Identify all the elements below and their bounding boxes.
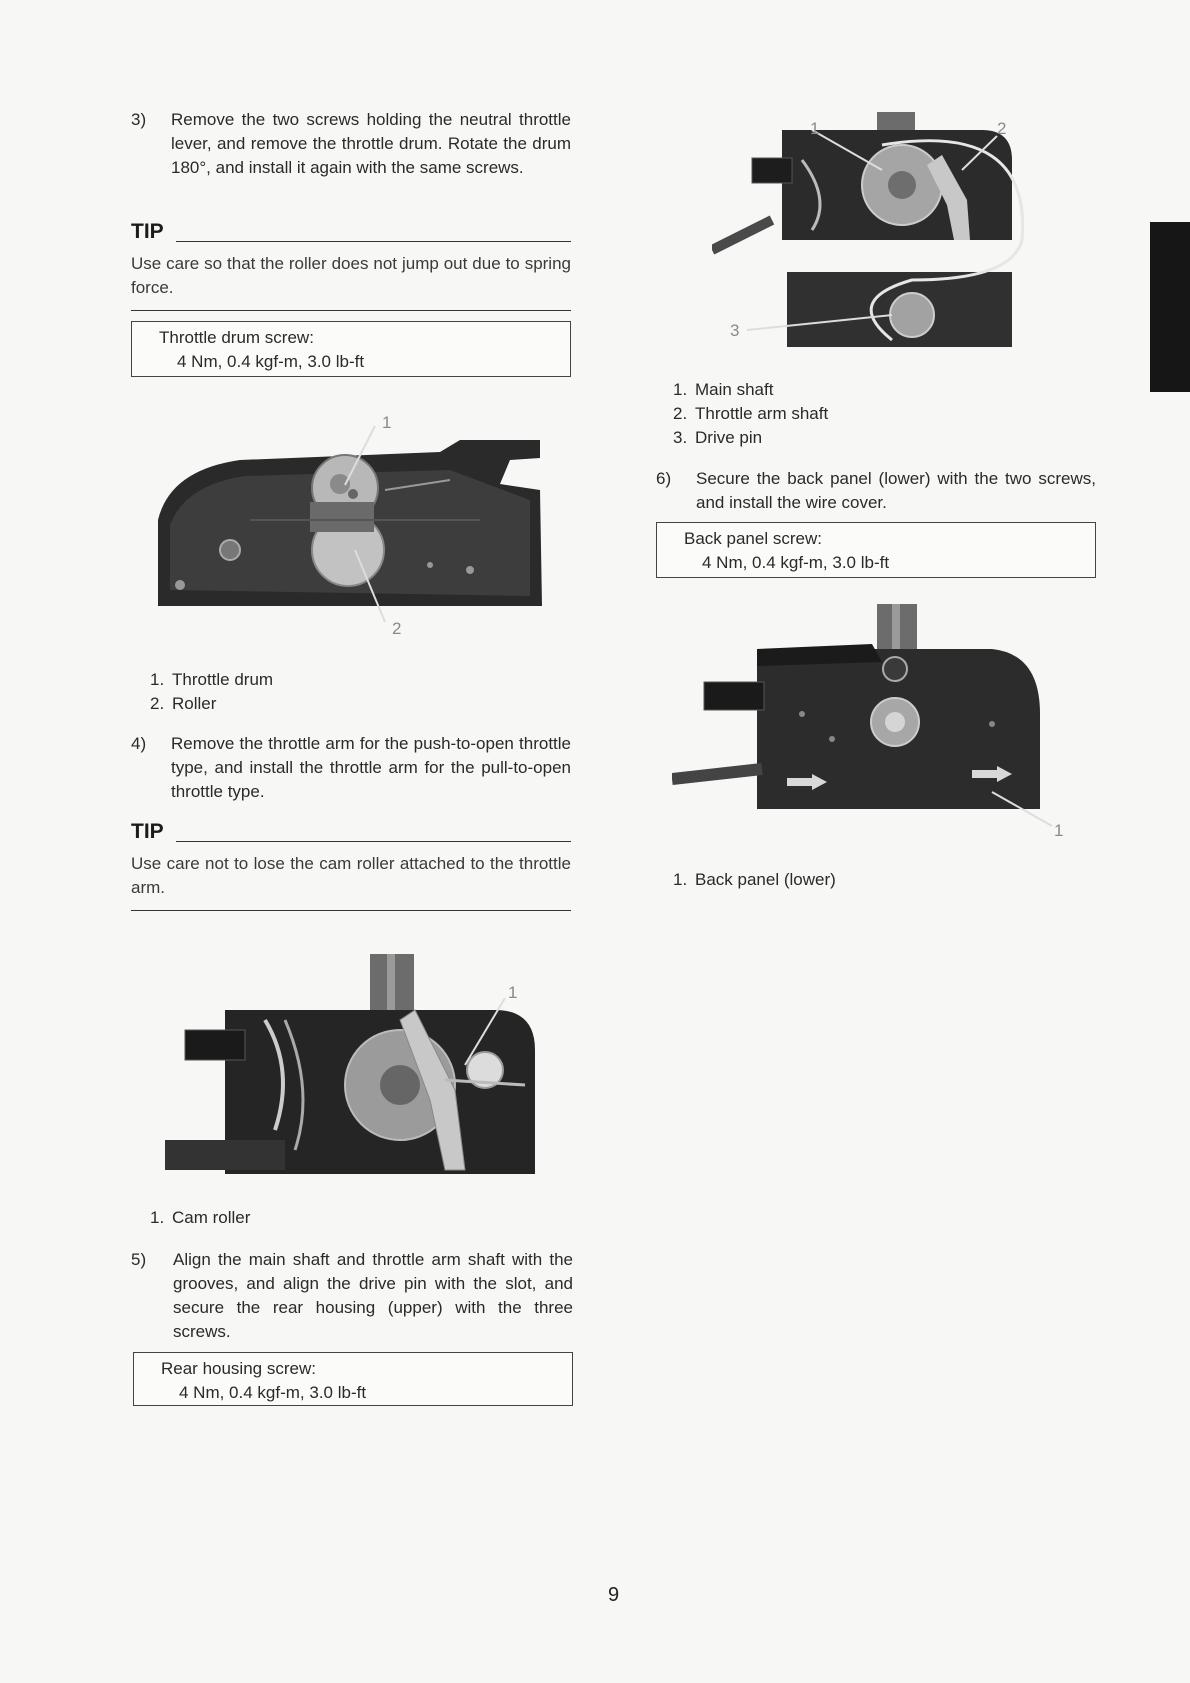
tip-rule	[176, 841, 571, 842]
figure-legend	[673, 868, 836, 892]
tip-text: Use care not to lose the cam roller attached to the throttle arm.	[131, 854, 571, 897]
legend-item: 3. Drive pin	[673, 428, 763, 447]
figure-legend	[673, 378, 828, 450]
legend-item: 1. Back panel (lower)	[673, 870, 836, 889]
spec-value: 4 Nm, 0.4 kgf-m, 3.0 lb-ft	[179, 1383, 367, 1402]
callout-2: 2	[392, 619, 402, 638]
spec-label: Throttle drum screw:	[159, 328, 314, 347]
legend-item: 1. Cam roller	[150, 1208, 251, 1227]
callout-2: 2	[997, 119, 1007, 138]
page-number: 9	[608, 1584, 620, 1606]
figure-legend	[150, 1206, 250, 1230]
step-number: 5)	[131, 1250, 147, 1269]
tip-text: Use care so that the roller does not jump out due to spring force.	[131, 254, 571, 297]
step-5	[131, 1248, 573, 1344]
spec-label: Rear housing screw:	[161, 1359, 316, 1378]
tip-end-rule	[131, 310, 571, 311]
tip-rule	[176, 241, 571, 242]
step-number: 4)	[131, 734, 147, 753]
tip-heading: TIP	[131, 220, 164, 243]
step-text: Secure the back panel (lower) with the two screws, and install the wire cover.	[696, 469, 1096, 512]
figure-legend	[150, 668, 273, 716]
step-3	[131, 108, 571, 204]
figure-throttle-drum-photo	[150, 410, 570, 640]
callout-3: 3	[730, 321, 740, 340]
step-text: Align the main shaft and throttle arm shaft with the grooves, and align the drive pin with the slot, and secure the rear housing (upper) with the three screws.	[173, 1250, 573, 1341]
callout-1: 1	[508, 983, 518, 1002]
callout-1: 1	[1054, 821, 1064, 840]
spec-value: 4 Nm, 0.4 kgf-m, 3.0 lb-ft	[177, 352, 365, 371]
step-text: Remove the throttle arm for the push-to-open throttle type, and install the throttle arm for the pull-to-open throttle type.	[171, 734, 571, 801]
figure-shaft-drive-pin-photo	[712, 110, 1042, 360]
step-6	[656, 467, 1096, 515]
spec-box-back-panel	[656, 522, 1096, 578]
legend-item: 2. Roller	[150, 694, 217, 713]
step-4	[131, 732, 571, 804]
spec-label: Back panel screw:	[684, 529, 822, 548]
legend-item: 1. Throttle drum	[150, 670, 274, 689]
step-number: 3)	[131, 110, 147, 129]
spec-value: 4 Nm, 0.4 kgf-m, 3.0 lb-ft	[702, 553, 890, 572]
callout-1: 1	[810, 119, 820, 138]
callout-1: 1	[382, 413, 392, 432]
figure-back-panel-photo	[672, 604, 1072, 844]
spec-box-rear-housing	[133, 1352, 573, 1406]
legend-item: 2. Throttle arm shaft	[673, 404, 829, 423]
figure-cam-roller-photo	[165, 950, 575, 1180]
tip-end-rule	[131, 910, 571, 911]
step-number: 6)	[656, 469, 672, 488]
step-text: Remove the two screws holding the neutral throttle lever, and remove the throttle drum. Rotate the drum 180°, and install it again with the same screws.	[171, 110, 571, 177]
tip-heading: TIP	[131, 820, 164, 843]
section-tab-marker	[1150, 222, 1190, 392]
spec-box-throttle-drum	[131, 321, 571, 377]
legend-item: 1. Main shaft	[673, 380, 774, 399]
